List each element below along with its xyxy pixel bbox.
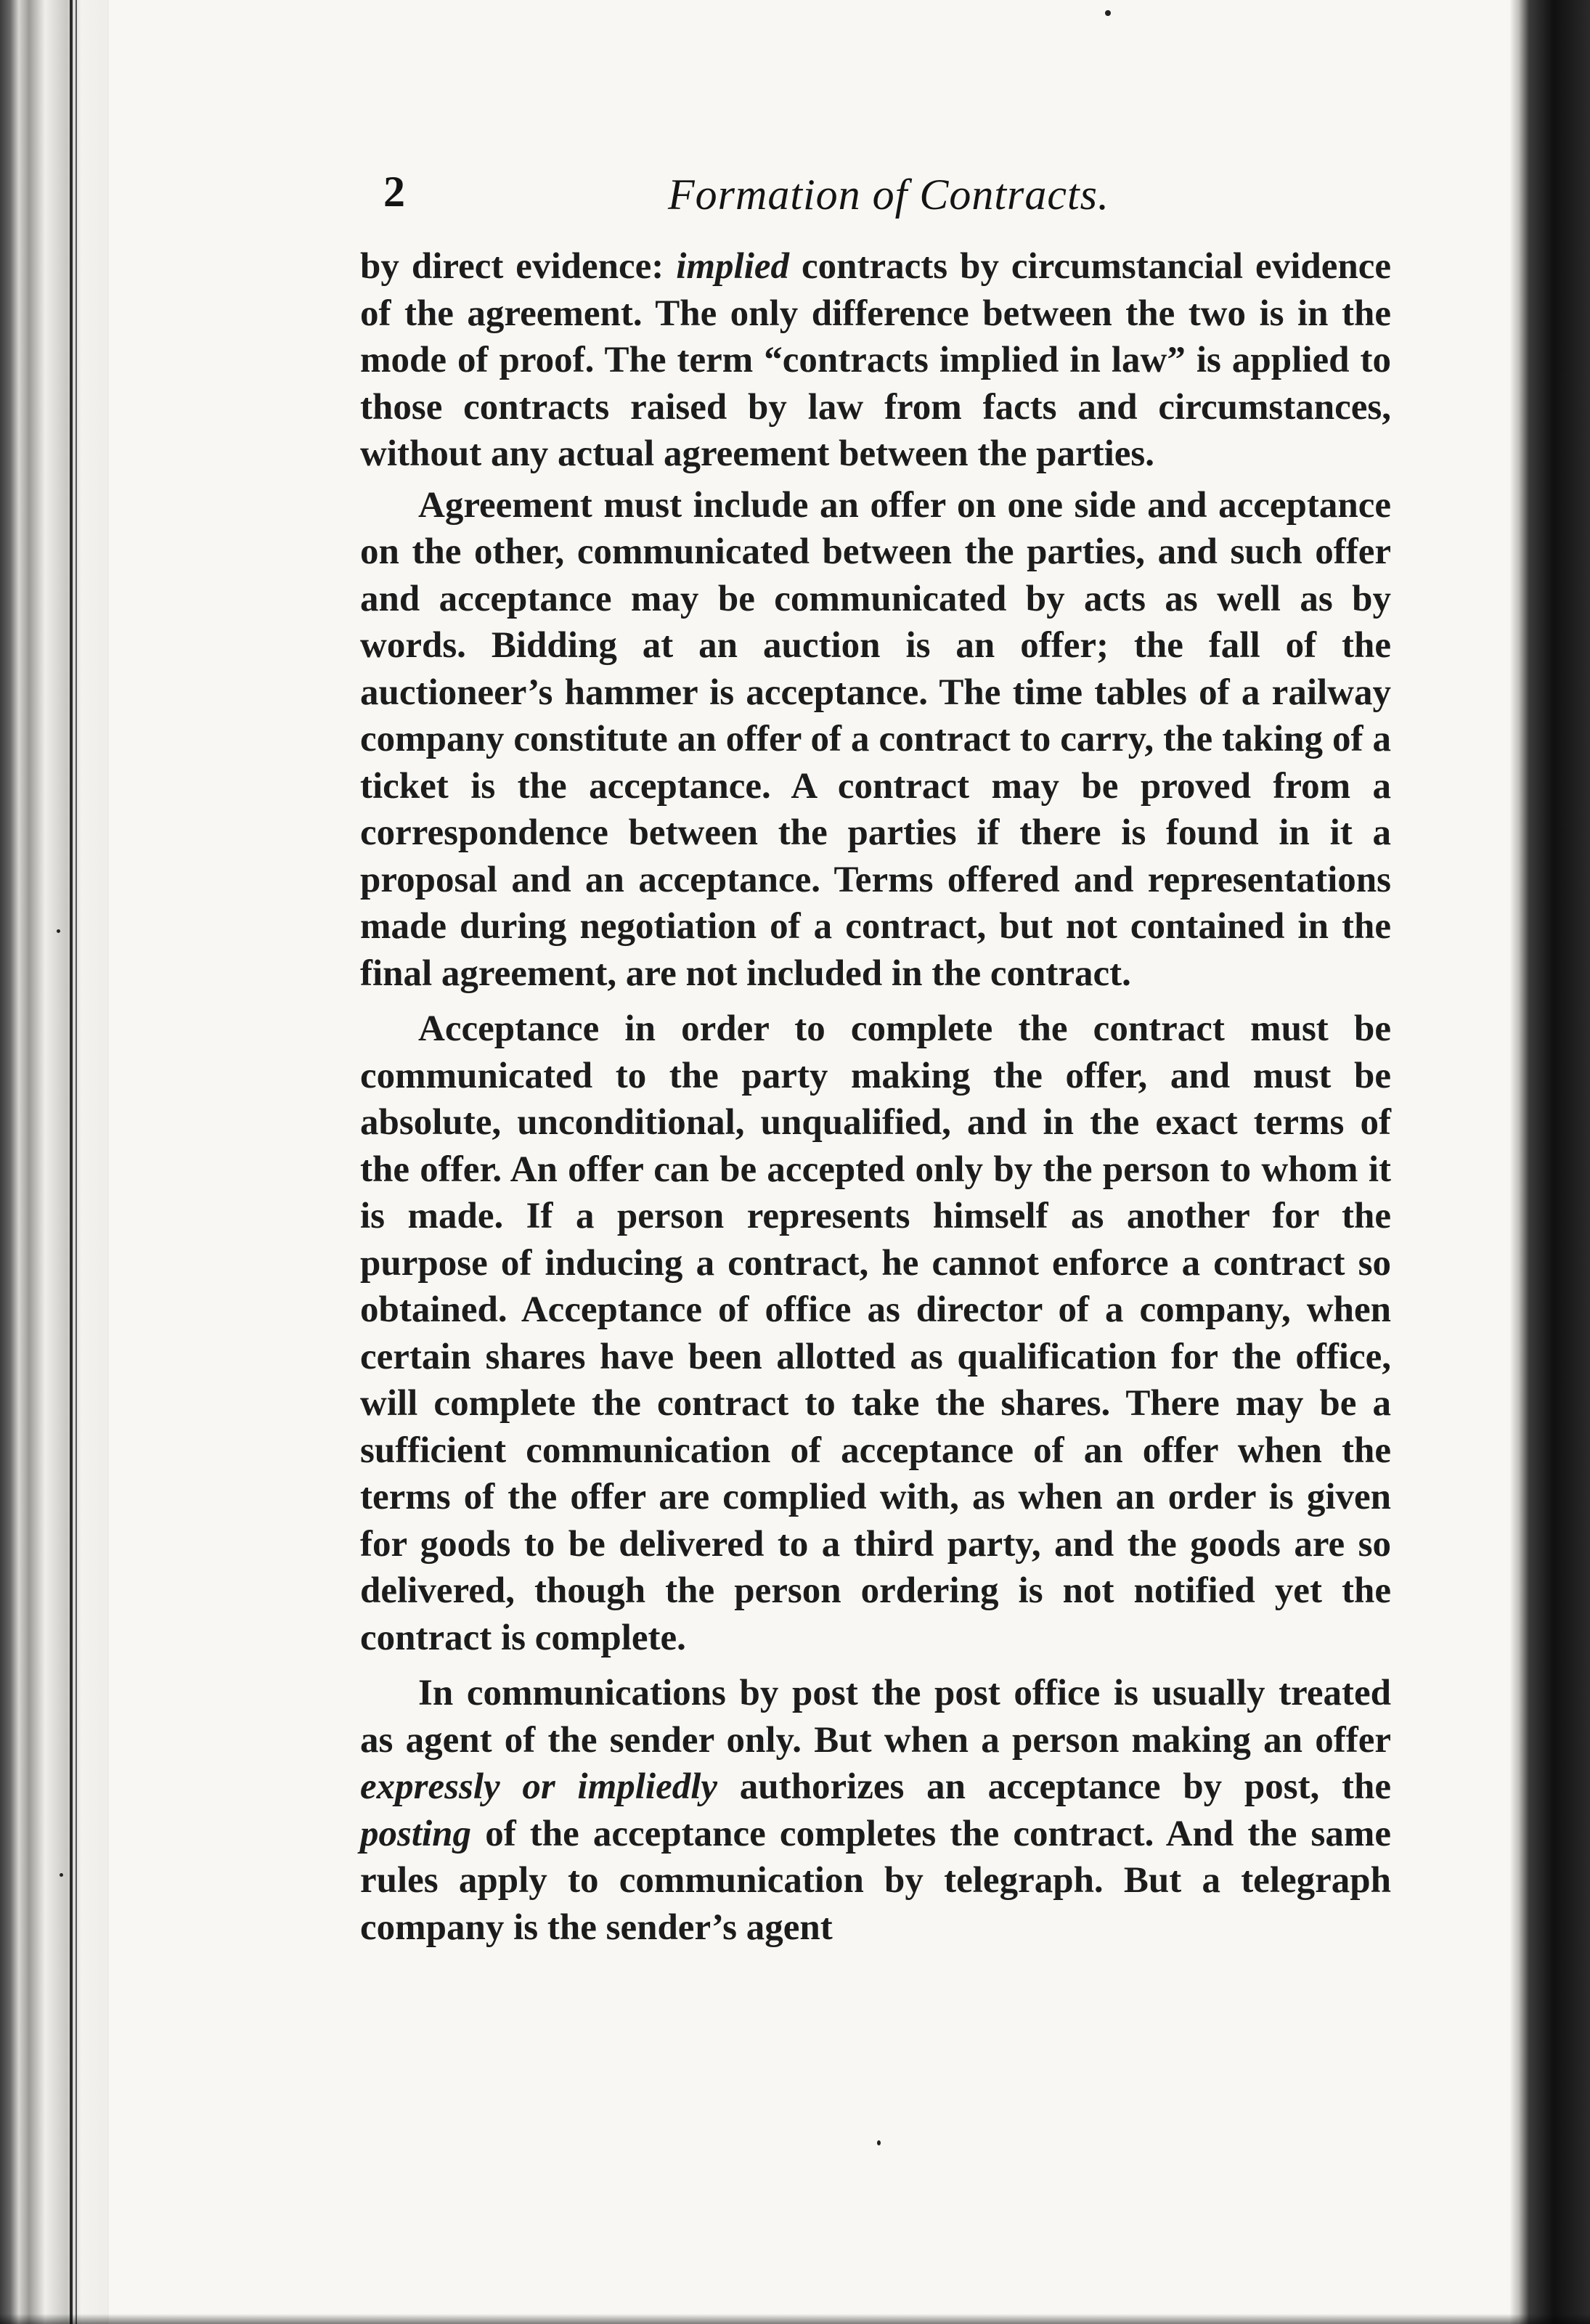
paragraph [360,1006,1391,1661]
text-run: contracts by circumstancial evidence of the agreement. The only difference between the two is in the mode of proof. The term “contracts implied in law” is applied to those contracts raised by law from facts and circumstances, without any actual agreement between the parties. [360,246,1391,474]
page-edge-shadow [1510,0,1590,2324]
binding-line [76,0,77,2324]
ink-speck [877,2140,881,2145]
italic-text-run: posting [360,1813,472,1854]
running-head: Formation of Contracts. [668,171,1110,219]
book-binding-edge [0,0,109,2324]
paragraph [360,1670,1391,1951]
italic-text-run: implied [676,246,790,287]
page-header [378,167,1423,232]
page-number: 2 [383,168,406,216]
binding-line [70,0,73,2324]
ink-speck [60,1873,63,1877]
text-run: by direct evidence: [360,246,677,287]
text-run: of the acceptance completes the contract. And the same rules apply to communication by telegraph. But a telegraph company is the sender’s agent [360,1813,1391,1948]
text-run: In communications by post the post office is usually treated as agent of the sender only. But when a person making an offer [360,1673,1391,1761]
text-run: Agreement must include an offer on one side and acceptance on the other, communicated between the parties, and such offer and acceptance may be communicated by acts as well as by words. Bidding at an auction is an offer; the fall of the auctioneer’s hammer is acceptance. The time tables of a railway company constitute an offer of a contract to carry, the taking of a ticket is the acceptance. A contract may be proved from a correspondence between the parties if there is found in it a proposal and an acceptance. Terms offered and representations made during negotiation of a contract, but not contained in the final agreement, are not included in the contract. [360,484,1391,994]
paragraph [360,482,1391,998]
text-run: authorizes an acceptance by post, the [717,1766,1392,1807]
body-text [360,243,1391,1955]
paragraph [360,243,1391,478]
text-run: Acceptance in order to complete the contract must be communicated to the party making the offer, and must be absolute, unconditional, unqualified, and in the exact terms of the offer. An offer can be accepted only by the person to whom it is made. If a person represents himself as another for the purpose of inducing a contract, he cannot enforce a contract so obtained. Acceptance of office as director of a company, when certain shares have been allotted as qualification for the office, will complete the contract to take the shares. There may be a sufficient communication of acceptance of an offer when the terms of the offer are complied with, as when an order is given for goods to be delivered to a third party, and the goods are so delivered, though the person ordering is not notified yet the contract is complete. [360,1008,1391,1658]
ink-speck [1105,10,1111,16]
italic-text-run: expressly or impliedly [360,1766,718,1807]
ink-speck [57,929,60,933]
bottom-edge-shadow [0,2314,1590,2324]
